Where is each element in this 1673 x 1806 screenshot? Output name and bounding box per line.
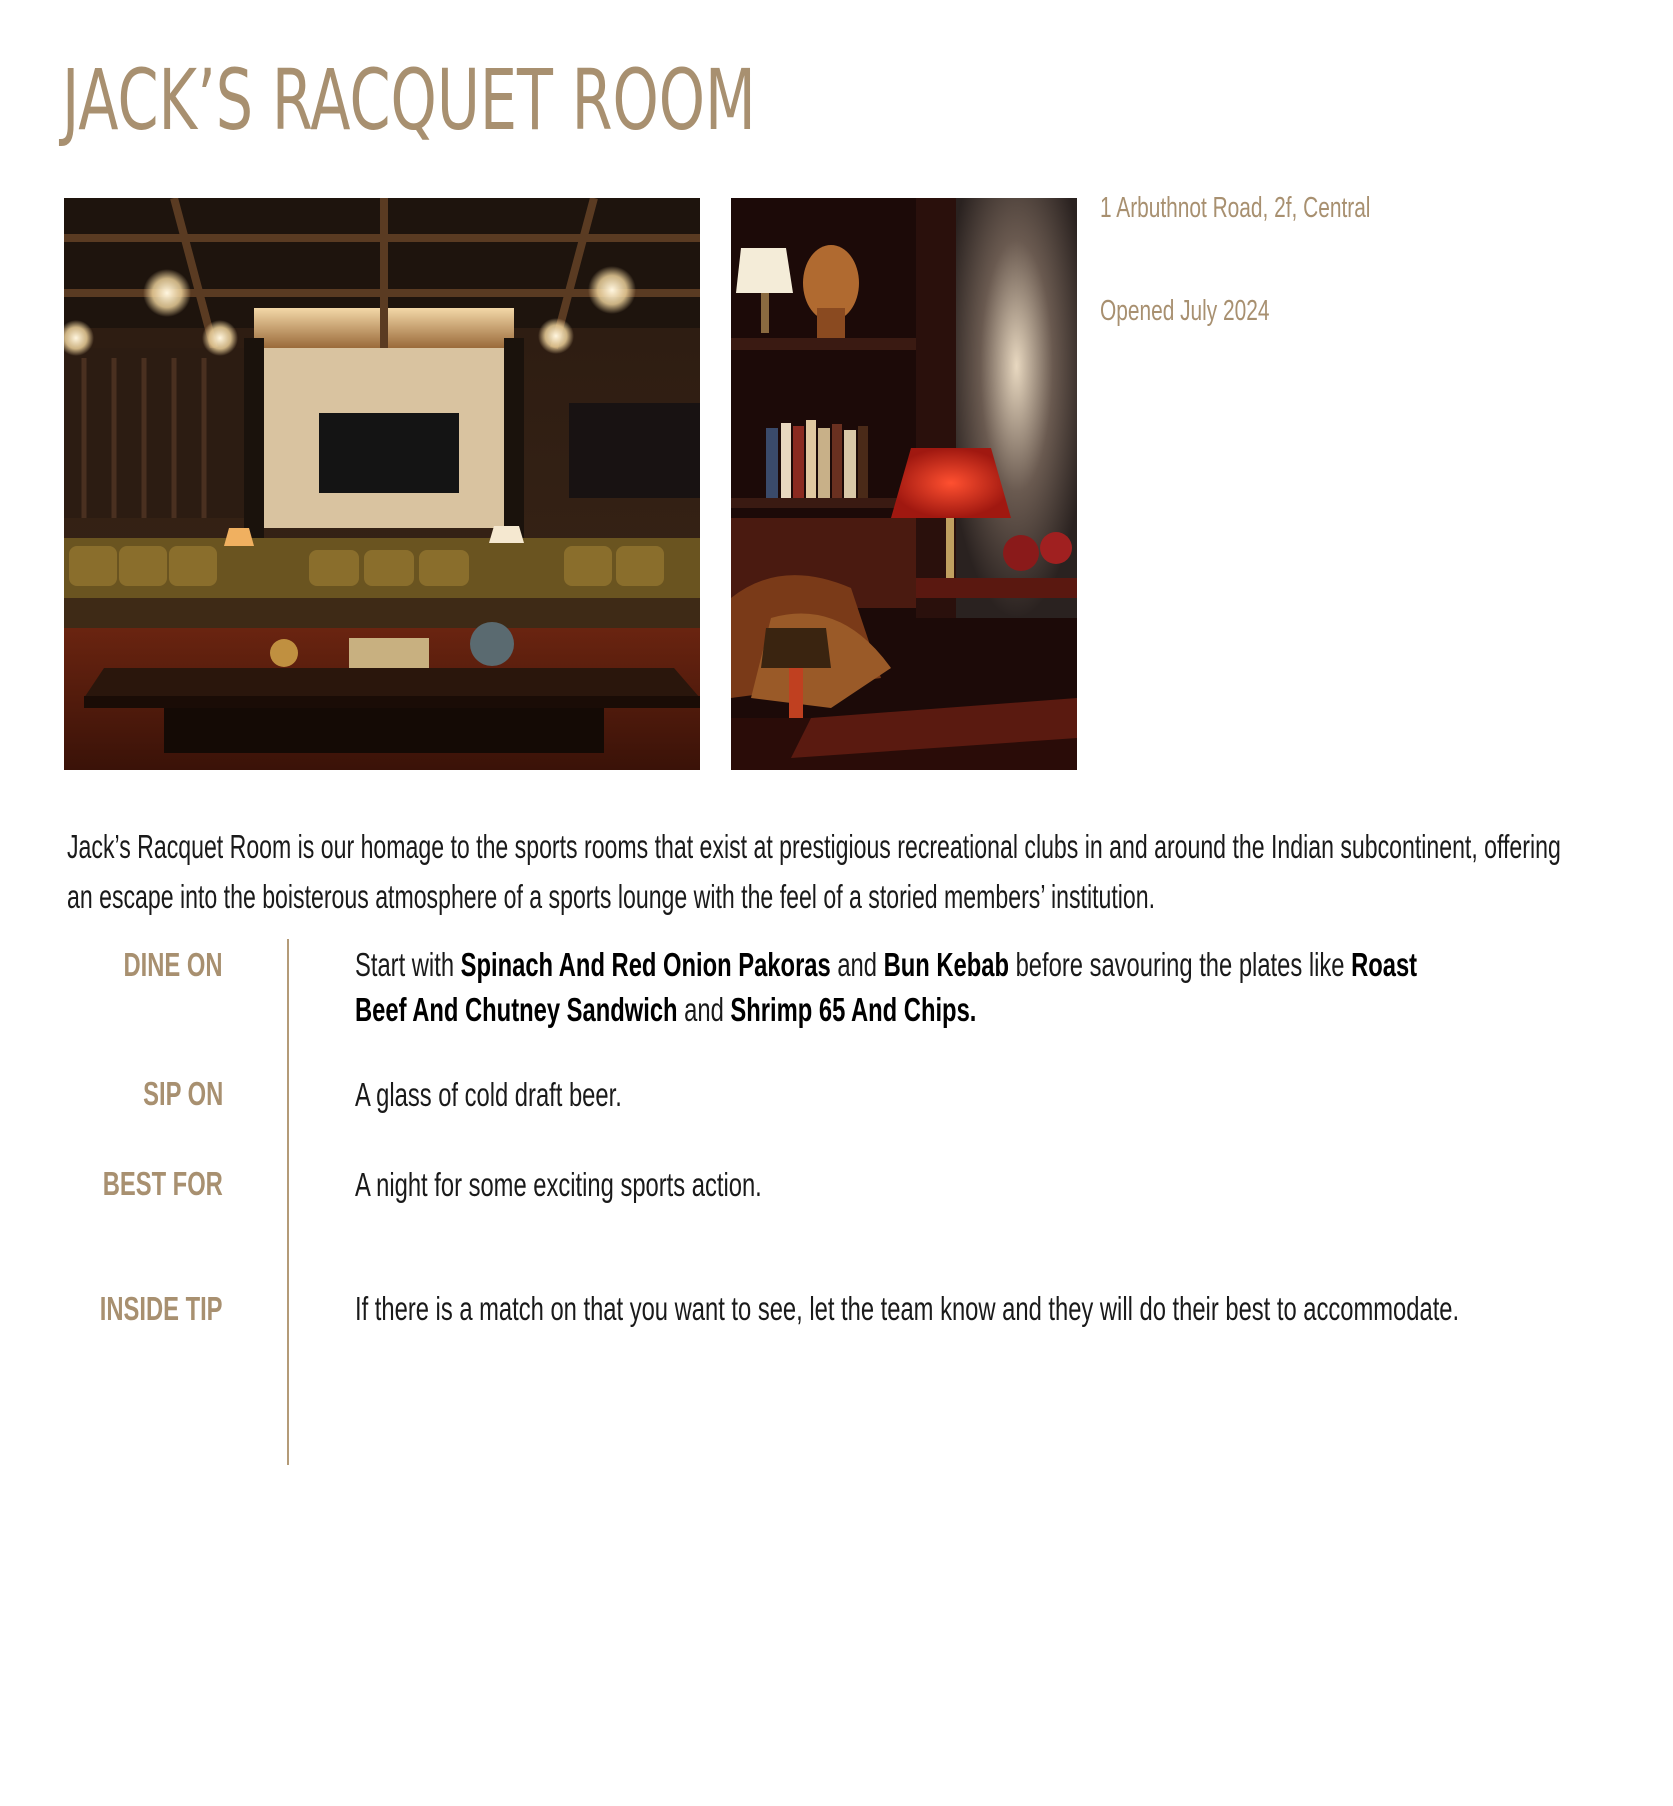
dine-on-label: DINE ON bbox=[123, 946, 223, 983]
address: 1 Arbuthnot Road, 2f, Central bbox=[1100, 192, 1371, 224]
best-for-label: BEST FOR bbox=[102, 1165, 223, 1202]
dine-on-text: Start with Spinach And Red Onion Pakoras and Bun Kebab before savouring the plates like Roast Beef And Chutney Sandwich and Shrimp 65 And Chips. bbox=[355, 946, 1418, 1028]
inside-tip-label: INSIDE TIP bbox=[100, 1290, 223, 1327]
section-divider bbox=[287, 939, 289, 1465]
page-title: JACK’S RACQUET ROOM bbox=[62, 51, 756, 149]
opened-date: Opened July 2024 bbox=[1100, 295, 1270, 327]
corner-photo bbox=[731, 198, 1077, 770]
sip-on-label: SIP ON bbox=[142, 1075, 223, 1112]
intro-paragraph: Jack’s Racquet Room is our homage to the sports rooms that exist at prestigious recreational clubs in and around the Indian subcontinent, offering an escape into the boisterous atmosphere of a sports lounge with the feel of a storied members’ institution. bbox=[67, 828, 1561, 915]
inside-tip-text: If there is a match on that you want to see, let the team know and they will do their best to accommodate. bbox=[355, 1290, 1460, 1327]
sip-on-text: A glass of cold draft beer. bbox=[355, 1076, 622, 1113]
lounge-photo bbox=[64, 198, 700, 770]
best-for-text: A night for some exciting sports action. bbox=[355, 1166, 762, 1203]
